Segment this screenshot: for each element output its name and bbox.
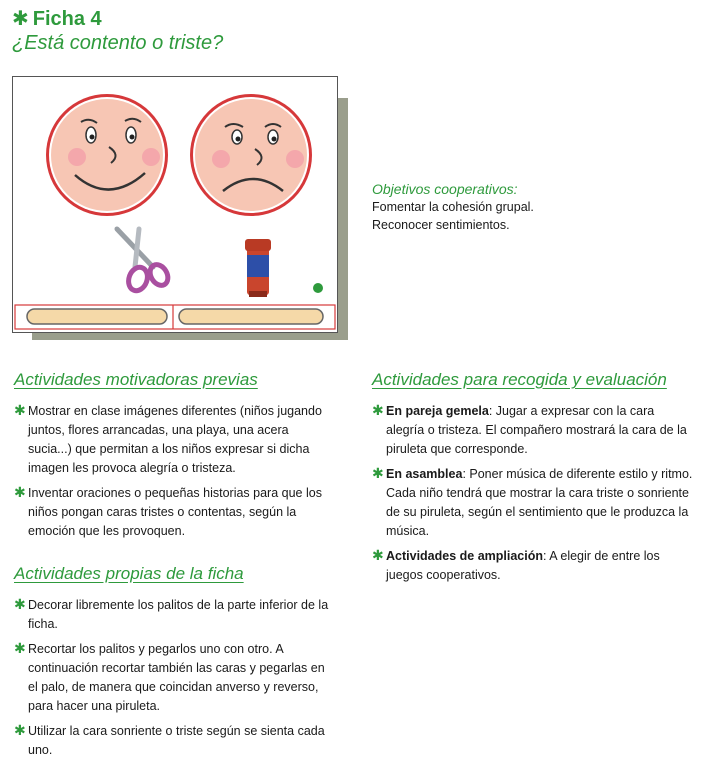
list-item: ✱ Recortar los palitos y pegarlos uno con otro. A continuación recortar también las caras y pegarlas en el palo, de manera que coincidan anverso y reverso, para hacer una piruleta.: [14, 640, 325, 713]
list-item: ✱ Utilizar la cara sonriente o triste según se sienta cada uno.: [14, 722, 325, 757]
objective-line: Reconocer sentimientos.: [372, 218, 510, 232]
asterisk-icon: ✱: [14, 402, 26, 418]
asterisk-icon: ✱: [14, 596, 26, 612]
section-title-propias: Actividades propias de la ficha: [14, 564, 244, 583]
objectives-title: Objetivos cooperativos:: [372, 181, 518, 197]
happy-face-icon: [46, 94, 168, 216]
asterisk-icon: ✱: [372, 465, 384, 481]
asterisk-icon: ✱: [372, 402, 384, 418]
list-item: ✱ En asamblea: Poner música de diferente estilo y ritmo. Cada niño tendrá que mostrar la cara triste o sonriente de su piruleta, según el sentimiento que le produzca la música.: [372, 465, 693, 538]
asterisk-icon: ✱: [14, 484, 26, 500]
list-item: ✱ Actividades de ampliación: A elegir de entre los juegos cooperativos.: [372, 547, 660, 582]
page-subtitle: ¿Está contento o triste?: [12, 32, 224, 54]
section-title-recogida: Actividades para recogida y evaluación: [372, 370, 667, 389]
list-item: ✱ Decorar libremente los palitos de la parte inferior de la ficha.: [14, 596, 329, 631]
asterisk-icon: ✱: [14, 640, 26, 656]
worksheet-preview: [12, 76, 338, 333]
page-title: ✱ Ficha 4: [12, 8, 102, 30]
section-title-previas: Actividades motivadoras previas: [14, 370, 258, 389]
list-previas: [14, 402, 334, 547]
list-recogida: [372, 402, 694, 591]
sad-face-icon: [190, 94, 312, 216]
asterisk-icon: ✱: [14, 722, 26, 738]
list-item: ✱ Mostrar en clase imágenes diferentes (niños jugando juntos, flores arrancadas, una playa, una acera sucia...) que permitan a los niños expresar si dicha imagen les provoca alegría o tristeza.: [14, 402, 322, 475]
asterisk-icon: ✱: [372, 547, 384, 563]
objective-line: Fomentar la cohesión grupal.: [372, 200, 534, 214]
list-item: ✱ En pareja gemela: Jugar a expresar con la cara alegría o tristeza. El compañero mostrará la cara de la piruleta que corresponde.: [372, 402, 687, 456]
asterisk-icon: ✱: [12, 8, 29, 30]
glue-stick-icon: [245, 239, 271, 297]
objectives-block: [372, 180, 534, 234]
list-propias: [14, 596, 334, 766]
list-item: ✱ Inventar oraciones o pequeñas historias para que los niños pongan caras tristes o contentas, según la emoción que les provoquen.: [14, 484, 322, 538]
scissors-icon: [117, 229, 171, 293]
